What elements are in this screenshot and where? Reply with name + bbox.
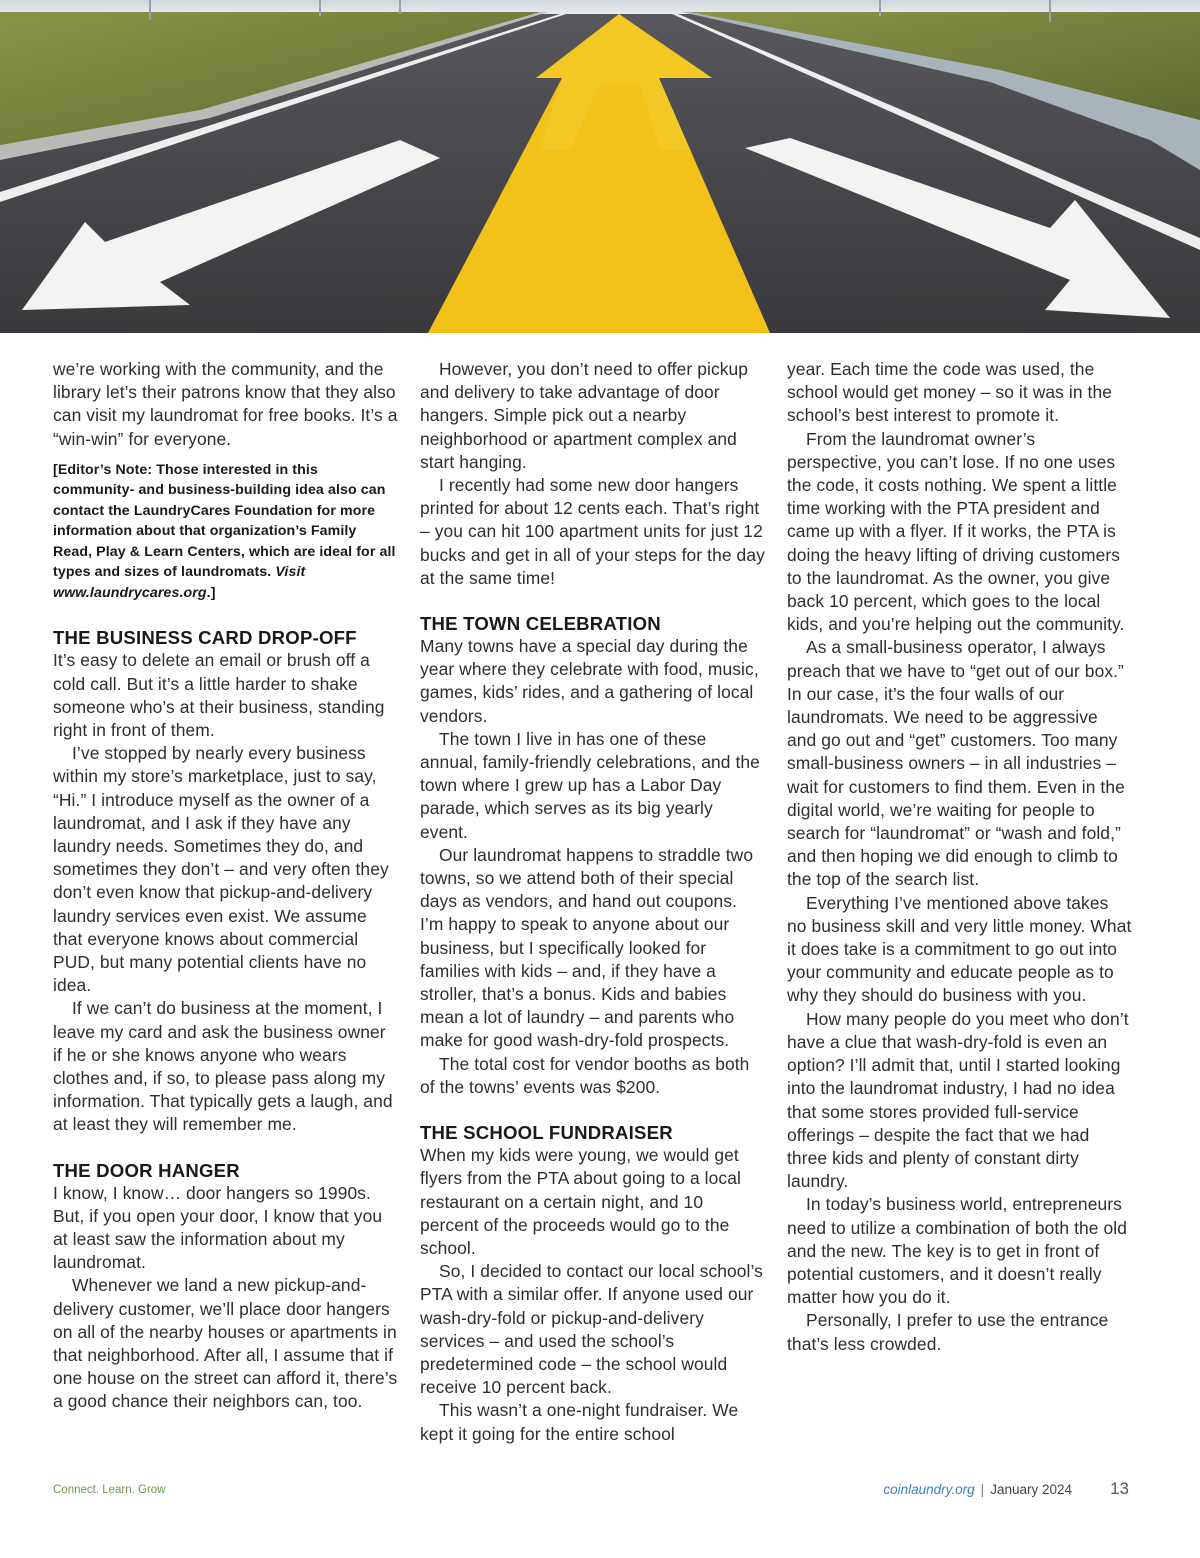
section-heading-town-celebration: THE TOWN CELEBRATION: [420, 613, 661, 635]
paragraph: This wasn’t a one-night fundraiser. We kept it going for the entire school: [420, 1400, 739, 1444]
footer-separator: |: [980, 1482, 985, 1497]
editors-note-end: .]: [206, 584, 216, 601]
paragraph: When my kids were young, we would get flyers from the PTA about going to a local restaurant on a certain night, and 10 percent of the proceeds would go to the school.: [420, 1145, 741, 1258]
page-number: 13: [1110, 1479, 1129, 1498]
paragraph: So, I decided to contact our local school’s PTA with a similar offer. If anyone used our wash-dry-fold or pickup-and-delivery services – and used the school’s predetermined code – the school would receive 10 percent back.: [420, 1261, 763, 1398]
article-column-1: [53, 358, 398, 1414]
paragraph: From the laundromat owner’s perspective, you can’t lose. If no one uses the code, it costs nothing. We spent a little time working with the PTA president and came up with a flyer. If it works, the PTA is doing the heavy lifting of driving customers to the laundromat. As the owner, you give back 10 percent, which goes to the local kids, and you’re helping out the community.: [787, 428, 1125, 635]
section-heading-door-hanger: THE DOOR HANGER: [53, 1159, 240, 1181]
paragraph: However, you don’t need to offer pickup and delivery to take advantage of door hangers. Simple pick out a nearby neighborhood or apartment complex and start hanging.: [420, 359, 749, 472]
footer-site-link[interactable]: coinlaundry.org: [883, 1482, 975, 1497]
paragraph: The total cost for vendor booths as both of the towns’ events was $200.: [420, 1053, 750, 1097]
editors-note-link[interactable]: Visit www.laundrycares.org: [53, 564, 306, 601]
footer-issue-info: [883, 1482, 1072, 1497]
paragraph: Our laundromat happens to straddle two towns, so we attend both of their special days as vendors, and hand out coupons. I’m happy to speak to anyone about our business, but I specifically looked for families with kids – and, if they have a stroller, that’s a bonus. Kids and babies mean a lot of laundry – and parents who make for good wash-dry-fold prospects.: [420, 844, 754, 1051]
paragraph: In today’s business world, entrepreneurs need to utilize a combination of both the old and the new. The key is to get in front of potential customers, and it doesn’t really matter how you do it.: [787, 1194, 1127, 1308]
editors-note: [53, 460, 398, 604]
footer-tagline: Connect. Learn. Grow: [53, 1484, 166, 1496]
paragraph: I’ve stopped by nearly every business within my store’s marketplace, just to say, “Hi.” I introduce myself as the owner of a laundromat, and I ask if they have any laundry needs. Sometimes they do, and sometimes they don’t – and very often they don’t even know that pickup-and-delivery laundry services even exist. We assume that everyone knows about commercial PUD, but many potential clients have no idea.: [53, 743, 389, 996]
paragraph: we’re working with the community, and the library let’s their patrons know that they also can visit my laundromat for free books. It’s a “win-win” for everyone.: [53, 359, 398, 449]
spacer: [53, 1137, 398, 1160]
paragraph: year. Each time the code was used, the school would get money – so it was in the school’s best interest to promote it.: [787, 359, 1113, 426]
road-photo-icon: [0, 0, 1200, 333]
paragraph: As a small-business operator, I always preach that we have to “get out of our box.” In our case, it’s the four walls of our laundromats. We need to be aggressive and go out and “get” customers. Too many small-business owners – in all industries – wait for customers to find them. Even in the digital world, we’re waiting for people to search for “laundromat” or “wash and fold,” and then hoping we did enough to climb to the top of the search list.: [787, 637, 1125, 890]
paragraph: If we can’t do business at the moment, I leave my card and ask the business owner if he or she knows anyone who wears clothes and, if so, to please pass along my information. That typically gets a laugh, and at least they will remember me.: [53, 998, 393, 1135]
paragraph: I know, I know… door hangers so 1990s. But, if you open your door, I know that you at least saw the information about my laundromat.: [53, 1182, 383, 1273]
spacer: [420, 1099, 765, 1122]
section-heading-school-fundraiser: THE SCHOOL FUNDRAISER: [420, 1122, 673, 1144]
spacer: [420, 590, 765, 613]
paragraph: Personally, I prefer to use the entrance that’s less crowded.: [787, 1310, 1109, 1354]
editors-note-text: [Editor’s Note: Those interested in this community- and business-building idea also can contact the LaundryCares Foundation for more information about that organization’s Family Read, Play & Learn Centers, which are ideal for all types and sizes of laundromats.: [53, 461, 396, 581]
paragraph: Whenever we land a new pickup-and-delivery customer, we’ll place door hangers on all of the nearby houses or apartments in that neighborhood. After all, I assume that if one house on the street can afford it, there’s a good chance their neighbors can, too.: [53, 1275, 398, 1412]
section-heading-business-card: THE BUSINESS CARD DROP-OFF: [53, 627, 357, 649]
paragraph: It’s easy to delete an email or brush off a cold call. But it’s a little harder to shake someone who’s at their business, standing right in front of them.: [53, 650, 385, 740]
hero-road-photo: [0, 0, 1200, 333]
paragraph: Everything I’ve mentioned above takes no business skill and very little money. What it does take is a commitment to go out into your community and educate people as to why they should do business with you.: [787, 892, 1132, 1006]
article-column-2: [420, 358, 765, 1446]
page-footer: [0, 1476, 1200, 1506]
paragraph: How many people do you meet who don’t have a clue that wash-dry-fold is even an option? I’ll admit that, until I started looking into the laundromat industry, I had no idea that some stores provided full-service offerings – despite the fact that we had three kids and plenty of constant dirty laundry.: [787, 1008, 1129, 1192]
paragraph: Many towns have a special day during the year where they celebrate with food, music, games, kids’ rides, and a gathering of local vendors.: [420, 636, 759, 726]
paragraph: The town I live in has one of these annual, family-friendly celebrations, and the town where I grew up has a Labor Day parade, which serves as its big yearly event.: [420, 728, 760, 842]
article-column-3: [787, 358, 1132, 1356]
paragraph: I recently had some new door hangers printed for about 12 cents each. That’s right – you can hit 100 apartment units for just 12 bucks and get in all of your steps for the day at the same time!: [420, 475, 765, 588]
footer-issue-date: January 2024: [990, 1482, 1072, 1497]
